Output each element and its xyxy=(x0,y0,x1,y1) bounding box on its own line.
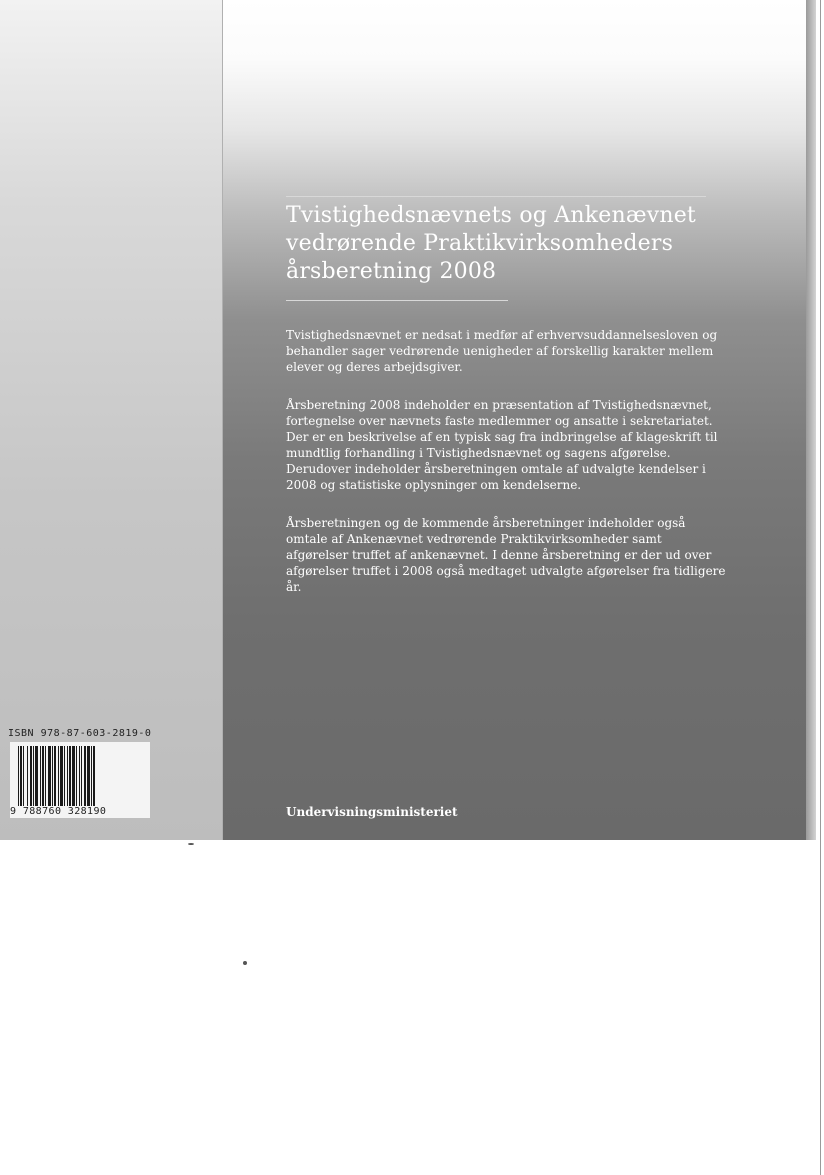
barcode-bar xyxy=(58,746,59,806)
barcode-bar xyxy=(79,746,80,806)
cover-body xyxy=(286,327,726,617)
barcode-bar xyxy=(20,746,22,806)
barcode-bar xyxy=(33,746,34,806)
paragraph-2: Årsberetning 2008 indeholder en præsentation af Tvistighedsnævnet, fortegnelse over nævnets faste medlemmer og ansatte i sekretariatet. Der er en beskrivelse af en typisk sag fra indbringelse af klageskrift til mundtlig forhandling i Tvistighedsnævnet og sagens afgørelse. Derudover indeholder årsberetningen omtale af udvalgte kendelser i 2008 og statistiske oplysninger om kendelserne. xyxy=(286,398,718,492)
barcode-bar xyxy=(84,746,86,806)
barcode-bar xyxy=(91,746,92,806)
barcode-bar xyxy=(35,746,38,806)
barcode-bar xyxy=(87,746,90,806)
paragraph-1: Tvistighedsnævnet er nedsat i medfør af erhvervsuddannelsesloven og behandler sager vedrørende uenigheder af forskellig karakter mellem elever og deres arbejdsgiver. xyxy=(286,328,718,374)
isbn-label: ISBN 978-87-603-2819-0 xyxy=(8,728,152,739)
barcode-bar xyxy=(23,746,24,806)
publisher-name: Undervisningsministeriet xyxy=(286,805,458,819)
barcode-bar xyxy=(54,746,56,806)
barcode-bar xyxy=(76,746,77,806)
barcode-bar xyxy=(42,746,44,806)
barcode-bar xyxy=(52,746,53,806)
spine-panel xyxy=(0,0,223,840)
barcode-bar xyxy=(93,746,95,806)
barcode-bar xyxy=(67,746,68,806)
title-rule-bottom xyxy=(286,300,508,301)
barcode-bar xyxy=(81,746,82,806)
barcode-icon xyxy=(18,746,142,806)
paragraph-3: Årsberetningen og de kommende årsberetninger indeholder også omtale af Ankenævnet vedrørende Praktikvirksomheder samt afgørelser truffet af ankenævnet. I denne årsberetning er der ud over afgørelser truffet i 2008 også medtaget udvalgte afgørelser fra tidligere år. xyxy=(286,516,726,594)
barcode-bar xyxy=(60,746,63,806)
barcode-bar xyxy=(40,746,41,806)
barcode-bar xyxy=(30,746,32,806)
barcode-bar xyxy=(69,746,71,806)
scan-speck xyxy=(243,961,247,965)
barcode-bar xyxy=(45,746,46,806)
cover-title: Tvistighedsnævnets og Ankenævnet vedrørende Praktikvirksomheders årsberetning 2008 xyxy=(286,203,696,284)
barcode-bar xyxy=(48,746,51,806)
barcode-bar xyxy=(18,746,19,806)
barcode-bar xyxy=(72,746,75,806)
scan-speck xyxy=(188,843,194,845)
barcode-digits: 9 788760 328190 xyxy=(10,806,107,817)
cover-edge xyxy=(806,0,816,840)
title-rule-top xyxy=(286,196,706,197)
scan-edge-line xyxy=(820,0,821,1175)
barcode-bar xyxy=(64,746,65,806)
barcode-bar xyxy=(27,746,28,806)
